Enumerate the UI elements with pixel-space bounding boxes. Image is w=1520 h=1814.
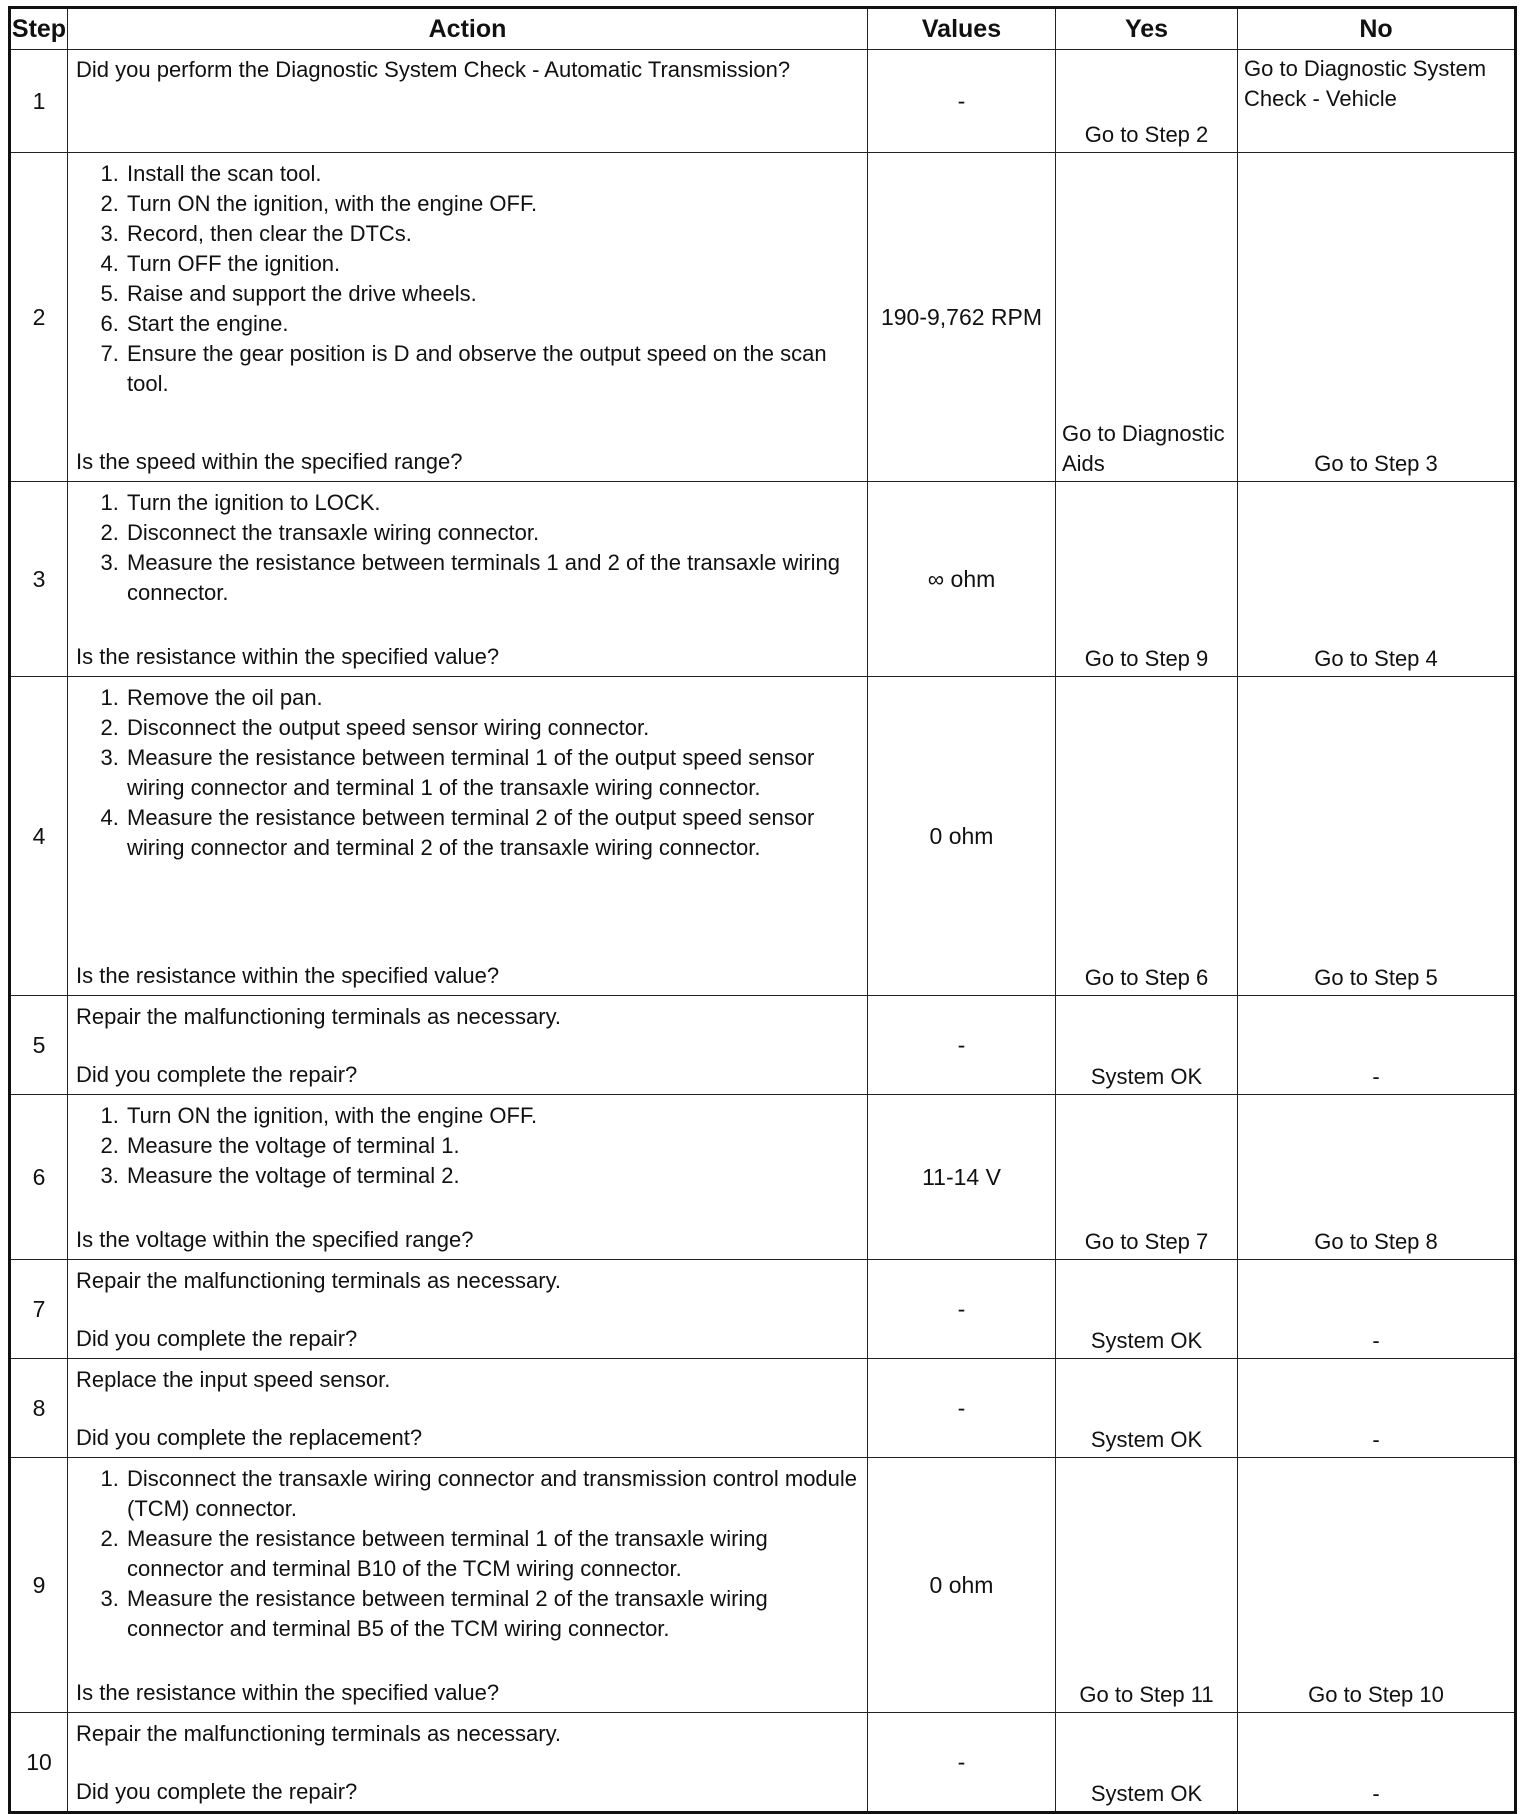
- action-cell: [68, 50, 868, 153]
- no-cell: [1238, 1260, 1516, 1359]
- step-number: 7: [10, 1260, 68, 1359]
- no-cell: [1238, 1458, 1516, 1713]
- yes-cell: [1056, 677, 1238, 996]
- value-cell: -: [868, 1713, 1056, 1813]
- no-cell: [1238, 50, 1516, 153]
- action-text: Did you perform the Diagnostic System Check - Automatic Transmission?: [76, 57, 791, 82]
- header-values: Values: [868, 8, 1056, 50]
- yes-cell: [1056, 1095, 1238, 1260]
- yes-cell: [1056, 1260, 1238, 1359]
- table-row: [10, 1260, 1516, 1359]
- action-steps: [76, 488, 859, 608]
- action-step: 3. Measure the resistance between terminal 2 of the transaxle wiring connector and terminal B5 of the TCM wiring connector.: [125, 1584, 859, 1644]
- action-cell: [68, 153, 868, 482]
- header-action: Action: [68, 8, 868, 50]
- action-cell: [68, 1713, 868, 1813]
- action-cell: [68, 677, 868, 996]
- yes-link[interactable]: Go to Step 7: [1084, 1229, 1209, 1254]
- yes-link[interactable]: System OK: [1090, 1064, 1203, 1089]
- action-text: Repair the malfunctioning terminals as necessary.: [76, 1721, 562, 1746]
- action-step: 1. Remove the oil pan.: [125, 683, 859, 713]
- action-cell: [68, 1095, 868, 1260]
- step-number: 5: [10, 996, 68, 1095]
- yes-cell: [1056, 482, 1238, 677]
- table-row: [10, 1359, 1516, 1458]
- action-step: 2. Measure the voltage of terminal 1.: [125, 1131, 859, 1161]
- no-link[interactable]: Go to Step 8: [1314, 1229, 1438, 1254]
- action-question: Is the resistance within the specified value?: [76, 644, 500, 669]
- header-yes: Yes: [1056, 8, 1238, 50]
- step-number: 3: [10, 482, 68, 677]
- yes-cell: [1056, 1713, 1238, 1813]
- value-cell: -: [868, 50, 1056, 153]
- action-question: Is the speed within the specified range?: [76, 449, 463, 474]
- yes-link[interactable]: Go to Diagnostic Aids: [1062, 421, 1225, 476]
- action-text: Repair the malfunctioning terminals as necessary.: [76, 1268, 562, 1293]
- action-text: Repair the malfunctioning terminals as necessary.: [76, 1004, 562, 1029]
- table-row: [10, 1713, 1516, 1813]
- action-cell: [68, 1458, 868, 1713]
- action-step: 3. Record, then clear the DTCs.: [125, 219, 859, 249]
- action-question: Is the resistance within the specified value?: [76, 1680, 500, 1705]
- yes-link[interactable]: System OK: [1090, 1781, 1203, 1806]
- value-cell: 0 ohm: [868, 1458, 1056, 1713]
- action-steps: [76, 683, 859, 863]
- action-steps: [76, 159, 859, 399]
- no-link: -: [1372, 1064, 1380, 1089]
- no-cell: [1238, 482, 1516, 677]
- no-cell: [1238, 1095, 1516, 1260]
- diagnostic-table-page: [8, 6, 1514, 1806]
- no-link[interactable]: Go to Diagnostic System Check - Vehicle: [1244, 56, 1487, 111]
- table-row: [10, 996, 1516, 1095]
- action-step: 5. Raise and support the drive wheels.: [125, 279, 859, 309]
- action-steps: [76, 1101, 859, 1191]
- action-question: Did you complete the replacement?: [76, 1425, 423, 1450]
- step-number: 4: [10, 677, 68, 996]
- action-cell: [68, 1359, 868, 1458]
- action-step: 4. Measure the resistance between terminal 2 of the output speed sensor wiring connector and terminal 2 of the transaxle wiring connector.: [125, 803, 859, 863]
- action-steps: [76, 1464, 859, 1644]
- yes-cell: [1056, 1359, 1238, 1458]
- action-step: 3. Measure the voltage of terminal 2.: [125, 1161, 859, 1191]
- action-question: Is the resistance within the specified value?: [76, 963, 500, 988]
- action-step: 2. Disconnect the output speed sensor wiring connector.: [125, 713, 859, 743]
- table-row: [10, 482, 1516, 677]
- action-cell: [68, 482, 868, 677]
- no-cell: [1238, 996, 1516, 1095]
- action-question: Did you complete the repair?: [76, 1779, 358, 1804]
- action-question: Is the voltage within the specified range?: [76, 1227, 474, 1252]
- value-cell: 11-14 V: [868, 1095, 1056, 1260]
- no-link: -: [1372, 1427, 1380, 1452]
- no-link: -: [1372, 1328, 1380, 1353]
- action-step: 7. Ensure the gear position is D and observe the output speed on the scan tool.: [125, 339, 859, 399]
- action-step: 6. Start the engine.: [125, 309, 859, 339]
- yes-link[interactable]: System OK: [1090, 1328, 1203, 1353]
- table-row: [10, 677, 1516, 996]
- no-link[interactable]: Go to Step 10: [1308, 1682, 1444, 1707]
- no-cell: [1238, 1359, 1516, 1458]
- yes-cell: [1056, 996, 1238, 1095]
- value-cell: ∞ ohm: [868, 482, 1056, 677]
- step-number: 10: [10, 1713, 68, 1813]
- no-link[interactable]: Go to Step 5: [1314, 965, 1438, 990]
- diagnostic-table: [8, 6, 1517, 1814]
- action-step: 1. Turn ON the ignition, with the engine OFF.: [125, 1101, 859, 1131]
- action-step: 1. Install the scan tool.: [125, 159, 859, 189]
- action-step: 1. Disconnect the transaxle wiring connector and transmission control module (TCM) connector.: [125, 1464, 859, 1524]
- action-step: 2. Disconnect the transaxle wiring connector.: [125, 518, 859, 548]
- yes-link[interactable]: System OK: [1090, 1427, 1203, 1452]
- yes-link[interactable]: Go to Step 2: [1084, 122, 1209, 147]
- action-text: Replace the input speed sensor.: [76, 1367, 391, 1392]
- action-cell: [68, 1260, 868, 1359]
- value-cell: 190-9,762 RPM: [868, 153, 1056, 482]
- yes-link[interactable]: Go to Step 11: [1079, 1682, 1214, 1707]
- table-row: [10, 1458, 1516, 1713]
- action-step: 2. Turn ON the ignition, with the engine OFF.: [125, 189, 859, 219]
- step-number: 9: [10, 1458, 68, 1713]
- yes-cell: [1056, 50, 1238, 153]
- action-step: 4. Turn OFF the ignition.: [125, 249, 859, 279]
- table-row: [10, 1095, 1516, 1260]
- no-cell: [1238, 153, 1516, 482]
- header-step: Step: [10, 8, 68, 50]
- yes-link[interactable]: Go to Step 9: [1084, 646, 1209, 671]
- value-cell: -: [868, 996, 1056, 1095]
- action-cell: [68, 996, 868, 1095]
- value-cell: -: [868, 1260, 1056, 1359]
- yes-cell: [1056, 153, 1238, 482]
- step-number: 2: [10, 153, 68, 482]
- step-number: 1: [10, 50, 68, 153]
- action-step: 1. Turn the ignition to LOCK.: [125, 488, 859, 518]
- header-row: [10, 8, 1516, 50]
- action-step: 3. Measure the resistance between terminals 1 and 2 of the transaxle wiring connector.: [125, 548, 859, 608]
- action-question: Did you complete the repair?: [76, 1326, 358, 1351]
- no-link[interactable]: Go to Step 3: [1314, 451, 1438, 476]
- no-cell: [1238, 1713, 1516, 1813]
- no-link[interactable]: Go to Step 4: [1314, 646, 1438, 671]
- action-step: 2. Measure the resistance between terminal 1 of the transaxle wiring connector and terminal B10 of the TCM wiring connector.: [125, 1524, 859, 1584]
- value-cell: 0 ohm: [868, 677, 1056, 996]
- value-cell: -: [868, 1359, 1056, 1458]
- yes-link[interactable]: Go to Step 6: [1084, 965, 1209, 990]
- no-link: -: [1372, 1781, 1380, 1806]
- yes-cell: [1056, 1458, 1238, 1713]
- step-number: 8: [10, 1359, 68, 1458]
- step-number: 6: [10, 1095, 68, 1260]
- no-cell: [1238, 677, 1516, 996]
- action-step: 3. Measure the resistance between terminal 1 of the output speed sensor wiring connector and terminal 1 of the transaxle wiring connector.: [125, 743, 859, 803]
- table-row: [10, 50, 1516, 153]
- action-question: Did you complete the repair?: [76, 1062, 358, 1087]
- header-no: No: [1238, 8, 1516, 50]
- table-row: [10, 153, 1516, 482]
